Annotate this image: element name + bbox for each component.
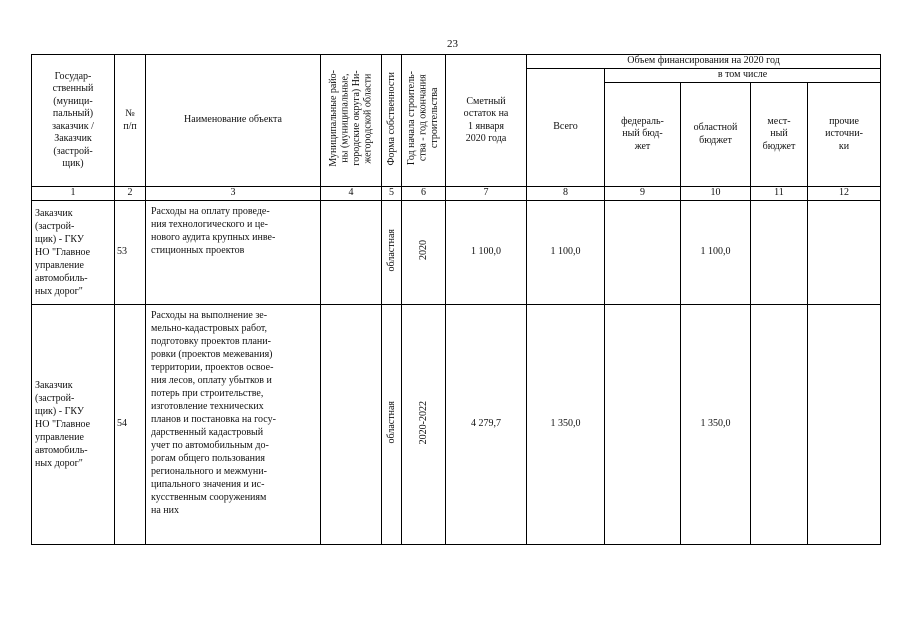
header-federal: федераль- ный бюд- жет <box>605 83 681 187</box>
local-value <box>751 201 808 305</box>
header-ownership: Форма собственности <box>385 71 397 165</box>
column-number: 1 <box>32 187 115 201</box>
header-years: Год начала строитель- ства - год окончания строительства <box>406 71 441 166</box>
federal-value <box>605 201 681 305</box>
header-total: Всего <box>527 69 605 187</box>
header-row-1 <box>32 55 881 69</box>
column-number: 6 <box>402 187 446 201</box>
header-other: прочие источни- ки <box>808 83 881 187</box>
row-number: 54 <box>115 305 146 545</box>
header-including: в том числе <box>605 69 881 83</box>
customer-cell: Заказчик (застрой- щик) - ГКУ НО "Главное управление автомобиль- ных дорог" <box>32 201 115 305</box>
page-number: 23 <box>447 38 458 50</box>
column-number: 7 <box>446 187 527 201</box>
ownership-cell <box>382 201 402 305</box>
regional-value: 1 350,0 <box>681 305 751 545</box>
header-local: мест- ный бюджет <box>751 83 808 187</box>
column-number: 3 <box>146 187 321 201</box>
financing-table <box>31 54 881 545</box>
years-value: 2020-2022 <box>417 400 429 444</box>
estimate-value: 1 100,0 <box>446 201 527 305</box>
header-ownership-cell <box>382 55 402 187</box>
column-number: 10 <box>681 187 751 201</box>
column-number: 8 <box>527 187 605 201</box>
column-number: 11 <box>751 187 808 201</box>
header-years-cell <box>402 55 446 187</box>
object-name: Расходы на выполнение зе- мельно-кадастровых работ, подготовку проектов плани- ровки (проектов межевания) территории, проектов освое- ния лесов, оплату убытков и потерь при строительстве, изготовление технических планов и постановка на госу- дарственный кадастровый учет по автомобильным до- рогам общего пользования регионального и межмуни- ципального значения и ис- кусственным сооружениям на них <box>146 305 321 545</box>
header-regional: областной бюджет <box>681 83 751 187</box>
column-number: 9 <box>605 187 681 201</box>
header-customer: Государ- ственный (муници- пальный) заказчик / Заказчик (застрой- щик) <box>32 55 115 187</box>
total-value: 1 100,0 <box>527 201 605 305</box>
years-cell <box>402 305 446 545</box>
federal-value <box>605 305 681 545</box>
years-cell <box>402 201 446 305</box>
header-object-name: Наименование объекта <box>146 55 321 187</box>
column-number: 2 <box>115 187 146 201</box>
column-number: 5 <box>382 187 402 201</box>
row-number: 53 <box>115 201 146 305</box>
years-value: 2020 <box>417 240 429 261</box>
column-number-row <box>32 187 881 201</box>
municipal-cell <box>321 305 382 545</box>
total-value: 1 350,0 <box>527 305 605 545</box>
ownership-value: областная <box>385 229 397 272</box>
object-name: Расходы на оплату проведе- ния технологического и це- нового аудита крупных инве- стиционных проектов <box>146 201 321 305</box>
header-estimate: Сметный остаток на 1 января 2020 года <box>446 55 527 187</box>
table-row <box>32 201 881 305</box>
municipal-cell <box>321 201 382 305</box>
header-financing: Объем финансирования на 2020 год <box>527 55 881 69</box>
header-municipal-cell <box>321 55 382 187</box>
other-value <box>808 305 881 545</box>
header-municipal: Муниципальные райо- ны (муниципальные, городские округа) Ни- жегородской области <box>328 69 374 167</box>
other-value <box>808 201 881 305</box>
customer-cell: Заказчик (застрой- щик) - ГКУ НО "Главное управление автомобиль- ных дорог" <box>32 305 115 545</box>
ownership-value: областная <box>385 401 397 444</box>
column-number: 4 <box>321 187 382 201</box>
estimate-value: 4 279,7 <box>446 305 527 545</box>
local-value <box>751 305 808 545</box>
header-number: № п/п <box>115 55 146 187</box>
regional-value: 1 100,0 <box>681 201 751 305</box>
table-row <box>32 305 881 545</box>
column-number: 12 <box>808 187 881 201</box>
ownership-cell <box>382 305 402 545</box>
